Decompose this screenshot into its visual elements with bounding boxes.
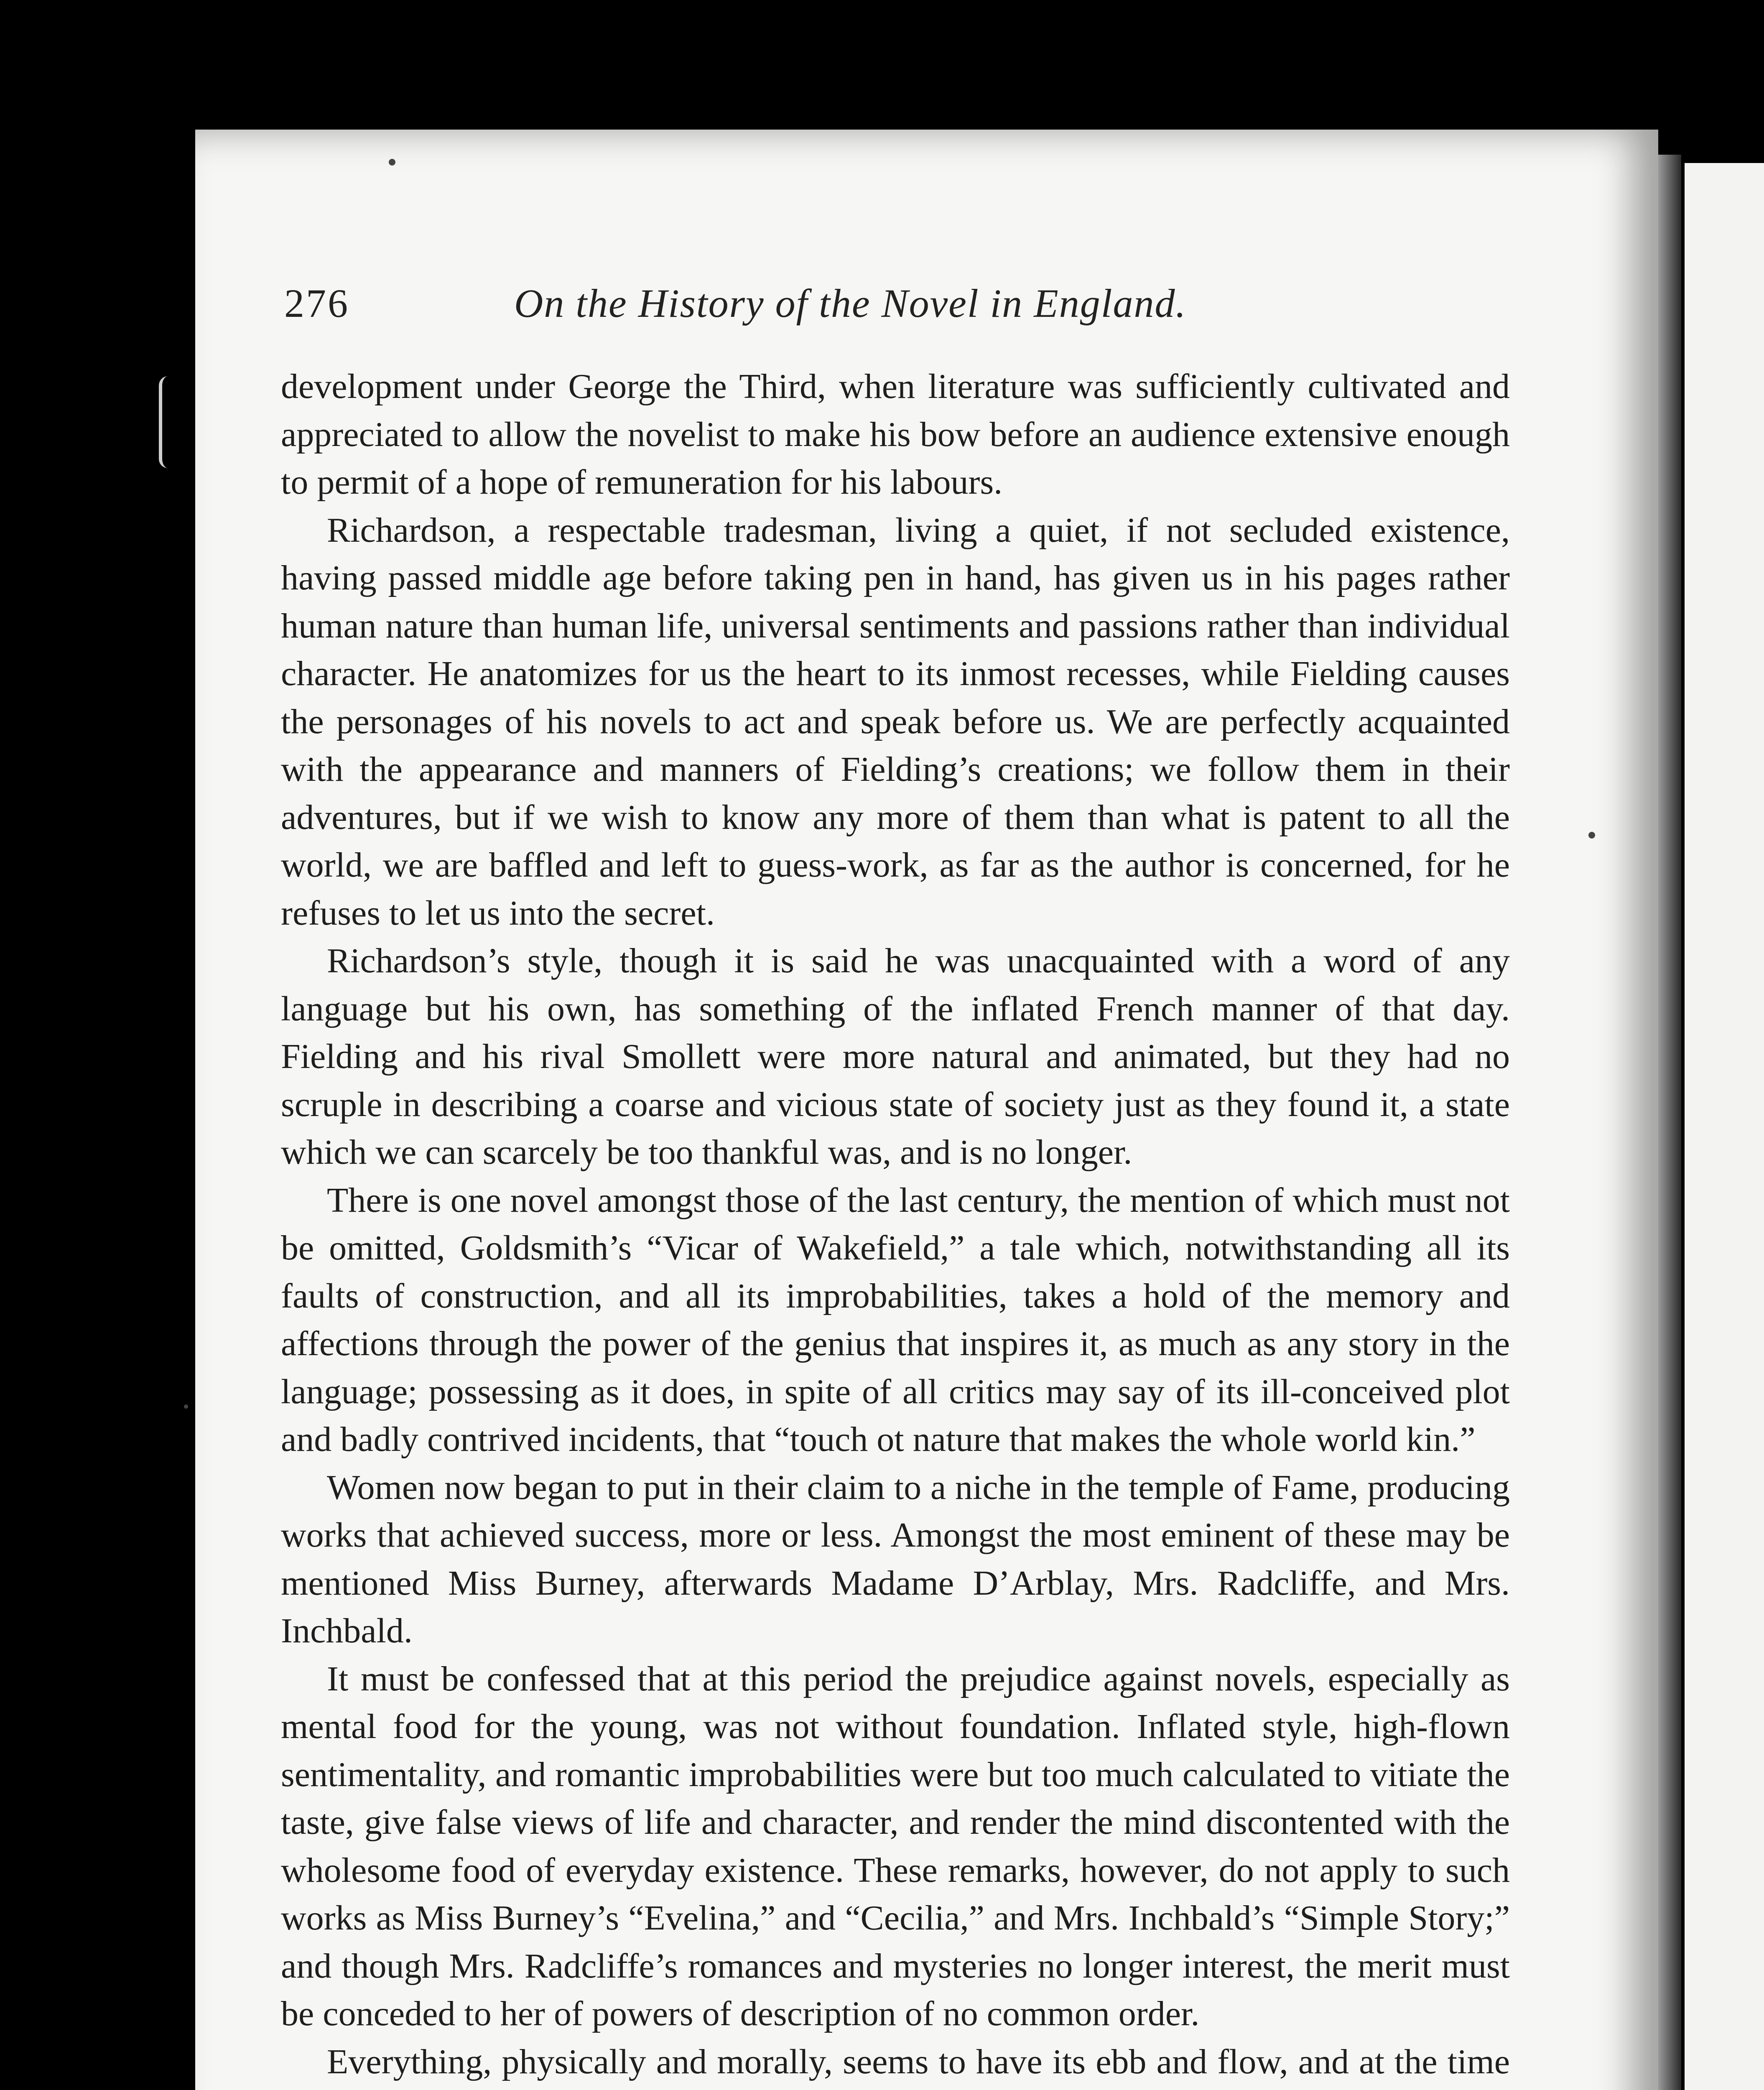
scan-speck xyxy=(389,159,395,166)
page-spine-shadow xyxy=(1658,155,1681,2090)
running-title: On the History of the Novel in England. xyxy=(514,281,1187,326)
paragraph-prejudice: It must be confessed that at this period the prejudice against novels, especially as mental food for the young, was not without foundation. Inflated style, high-flown sentimentality, and romantic improbabilities were but too much calculated to vitiate the taste, give false views of life and character, and render the mind discontented with the wholesome food of everyday existence. These remarks, however, do not apply to such works as Miss Burney’s “Evelina,” and “Cecilia,” and Mrs. Inchbald’s “Simple Story;” and though Mrs. Radcliffe’s romances and mysteries no longer interest, the merit must be conceded to her of powers of description of no common order. xyxy=(281,1659,1510,2033)
paragraph-ebb-and-flow: Everything, physically and morally, seems to have its ebb and flow, and at the time xyxy=(327,2042,1510,2081)
running-head xyxy=(284,280,1287,330)
paragraph-richardson-style: Richardson’s style, though it is said he was unacquainted with a word of any language but his own, has something of the inflated French manner of that day. Fielding and his rival Smollett were more natural and animated, but they had no scruple in describing a coarse and vicious state of society just as they found it, a state which we can scarcely be too thankful was, and is no longer. xyxy=(281,941,1510,1172)
gutter-bracket-mark xyxy=(159,376,168,468)
page-number: 276 xyxy=(284,281,349,326)
scan-speck xyxy=(1588,832,1595,839)
paragraph-vicar-of-wakefield: There is one novel amongst those of the last century, the mention of which must not be omitted, Goldsmith’s “Vicar of Wakefield,” a tale which, notwithstanding all its faults of construction, and all its improbabilities, takes a hold of the memory and affections through the power of the genius that inspires it, as much as any story in the language; possessing as it does, in spite of all critics may say of its ill-conceived plot and badly contrived incidents, that “touch ot nature that makes the whole world kin.” xyxy=(281,1180,1510,1459)
scan-speck xyxy=(184,1404,188,1409)
paragraph-richardson: Richardson, a respectable tradesman, living a quiet, if not secluded existence, having passed middle age before taking pen in hand, has given us in his pages rather human nature than human life, universal sentiments and passions rather than individual character. He anatomizes for us the heart to its inmost recesses, while Fielding causes the personages of his novels to act and speak before us. We are perfectly acquainted with the appearance and manners of Fielding’s creations; we follow them in their adventures, but if we wish to know any more of them than what is patent to all the world, we are baffled and left to guess-work, as far as the author is concerned, for he refuses to let us into the secret. xyxy=(281,510,1510,933)
paragraph-women-novelists: Women now began to put in their claim to a niche in the temple of Fame, producing works that achieved success, more or less. Amongst the most eminent of these may be mentioned Miss Burney, afterwards Madame D’Arblay, Mrs. Radcliffe, and Mrs. Inchbald. xyxy=(281,1468,1510,1650)
facing-page-edge xyxy=(1685,163,1764,2090)
body-text xyxy=(281,363,1510,2090)
paragraph-continued: development under George the Third, when literature was sufficiently cultivated and appreciated to allow the novelist to make his bow before an audience extensive enough to permit of a hope of remuneration for his labours. xyxy=(281,367,1510,502)
